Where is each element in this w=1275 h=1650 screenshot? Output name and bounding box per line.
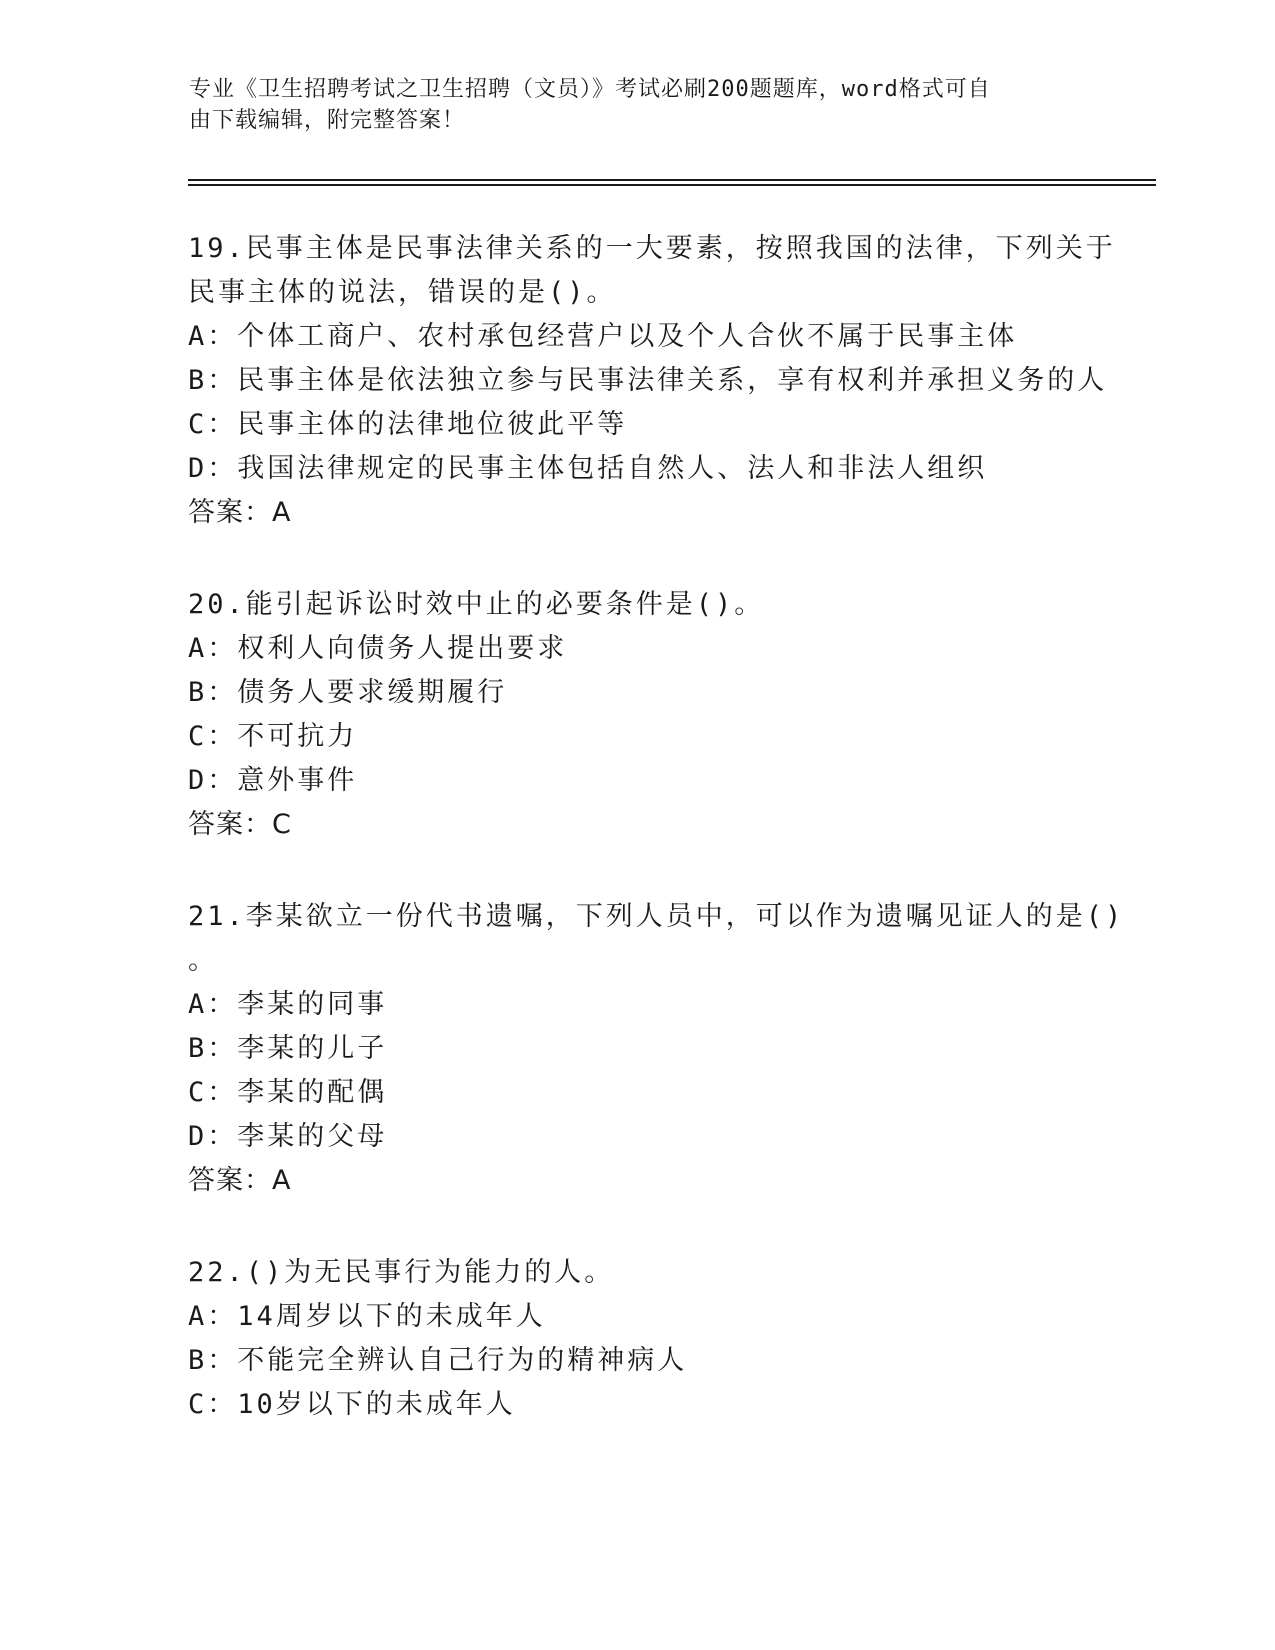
option-c: C：李某的配偶	[188, 1077, 388, 1108]
option-a: A：个体工商户、农村承包经营户以及个人合伙不属于民事主体	[188, 321, 1018, 352]
question-stem-line: 19.民事主体是民事法律关系的一大要素，按照我国的法律，下列关于	[188, 233, 1116, 264]
document-header	[189, 74, 1069, 136]
question-stem-line: 民事主体的说法，错误的是()。	[188, 277, 617, 308]
option-b: B：民事主体是依法独立参与民事法律关系，享有权利并承担义务的人	[188, 365, 1108, 396]
question-stem-line: 22.()为无民事行为能力的人。	[188, 1257, 615, 1288]
option-c: C：10岁以下的未成年人	[188, 1389, 516, 1420]
question-stem-line: 21.李某欲立一份代书遗嘱，下列人员中，可以作为遗嘱见证人的是()	[188, 901, 1125, 932]
header-divider-top	[188, 179, 1156, 181]
question-stem-line: 。	[188, 945, 218, 976]
header-line-1: 专业《卫生招聘考试之卫生招聘（文员）》考试必刷200题题库，word格式可自	[189, 77, 991, 102]
answer-label: 答案：A	[188, 1165, 292, 1196]
option-d: D：意外事件	[188, 765, 358, 796]
option-d: D：我国法律规定的民事主体包括自然人、法人和非法人组织	[188, 453, 988, 484]
header-divider-bottom	[188, 184, 1156, 186]
option-b: B：债务人要求缓期履行	[188, 677, 508, 708]
header-line-2: 由下载编辑，附完整答案！	[189, 108, 466, 133]
option-a: A：李某的同事	[188, 989, 388, 1020]
option-c: C：不可抗力	[188, 721, 358, 752]
option-a: A：14周岁以下的未成年人	[188, 1301, 546, 1332]
answer-label: 答案：A	[188, 497, 292, 528]
option-c: C：民事主体的法律地位彼此平等	[188, 409, 628, 440]
option-a: A：权利人向债务人提出要求	[188, 633, 568, 664]
option-b: B：李某的儿子	[188, 1033, 388, 1064]
option-b: B：不能完全辨认自己行为的精神病人	[188, 1345, 688, 1376]
question-stem-line: 20.能引起诉讼时效中止的必要条件是()。	[188, 589, 765, 620]
option-d: D：李某的父母	[188, 1121, 388, 1152]
answer-label: 答案：C	[188, 809, 292, 840]
